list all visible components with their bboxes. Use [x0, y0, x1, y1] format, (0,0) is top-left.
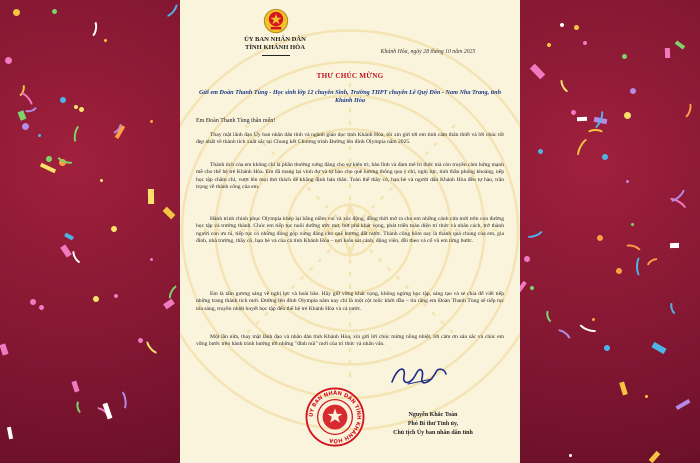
confetti-piece [30, 299, 37, 306]
confetti-piece [603, 344, 611, 352]
confetti-piece [114, 294, 119, 299]
confetti-piece [163, 299, 175, 310]
dateline: Khánh Hòa, ngày 28 tháng 10 năm 2025 [380, 49, 476, 55]
confetti-piece [149, 257, 153, 261]
confetti-piece [70, 245, 88, 266]
confetti-piece [529, 285, 535, 291]
confetti-piece [64, 233, 74, 241]
confetti-piece [624, 112, 631, 119]
authority-line-1: ỦY BAN NHÂN DÂN [244, 36, 306, 43]
handwritten-signature [388, 362, 450, 390]
confetti-piece [72, 123, 87, 146]
confetti-piece [552, 326, 574, 346]
confetti-piece [546, 42, 552, 48]
confetti-piece [644, 256, 663, 274]
confetti-piece [577, 117, 587, 122]
confetti-piece [676, 399, 691, 410]
letter-paper [180, 0, 520, 463]
confetti-piece [619, 382, 628, 396]
confetti-piece [78, 106, 85, 113]
confetti-piece [60, 244, 72, 257]
confetti-piece [523, 223, 546, 240]
svg-text:ỦY BAN NHÂN DÂN TỈNH KHÁNH HÒA: ỦY BAN NHÂN DÂN TỈNH KHÁNH HÒA [308, 390, 362, 444]
signer-role-2: Chủ tịch Ủy ban nhân dân tỉnh [393, 429, 473, 436]
confetti-piece [668, 298, 683, 317]
confetti-piece [601, 153, 609, 161]
confetti-piece [84, 18, 98, 39]
confetti-piece [545, 306, 560, 324]
confetti-piece [530, 64, 545, 80]
official-seal-stamp [304, 386, 366, 448]
confetti-piece [677, 99, 693, 120]
confetti-piece [625, 179, 629, 183]
signature-block [358, 411, 508, 437]
confetti-piece [59, 96, 67, 104]
confetti-piece [51, 8, 57, 14]
confetti-panel-right [520, 0, 700, 463]
confetti-piece [148, 189, 154, 204]
confetti-piece [163, 207, 176, 220]
confetti-piece [577, 316, 601, 334]
authority-line-2: TỈNH KHÁNH HÒA [244, 44, 306, 51]
confetti-piece [40, 163, 56, 173]
confetti-piece [0, 343, 9, 355]
confetti-piece [630, 222, 634, 226]
confetti-piece [38, 134, 42, 138]
confetti-piece [150, 120, 153, 123]
confetti-piece [143, 334, 164, 356]
confetti-piece [622, 54, 627, 59]
issuing-authority [220, 36, 330, 52]
paragraph-2: Thành tích của em không chỉ là phần thưởng xứng đáng cho sự kiên trì, bản lĩnh và đam mê tri thức mà còn truyền cảm hứng mạnh mẽ cho thế hệ trẻ Khánh Hòa. Em đã mang lại vinh dự và tự hào cho quê hương thông qua ý chí, nghị lực, tinh thần phóng khoáng, nếp học tập chăm chỉ, vượt lên mọi thử thách để khẳng định bản thân. Toàn thể thầy cô, bạn bè và người dân Khánh Hòa đều tự hào, trân trọng về thành công của em. [196, 162, 505, 190]
confetti-piece [537, 148, 544, 155]
confetti-piece [92, 295, 100, 303]
confetti-piece [675, 40, 685, 49]
confetti-piece [596, 234, 604, 242]
confetti-piece [615, 267, 623, 275]
paragraph-5: Một lần nữa, thay mặt lãnh đạo và nhân dân tỉnh Khánh Hòa, xin gửi lời chúc mừng nồng nhiệt, lời cảm ơn sâu sắc và chúc em vững bước trên hành trình hướng tới những "đỉnh núi" mới của tri thức và nhân văn. [196, 334, 504, 348]
confetti-piece [103, 38, 107, 42]
confetti-piece [665, 48, 670, 58]
confetti-piece [5, 57, 13, 65]
letter-title: THƯ CHÚC MỪNG [316, 72, 384, 80]
national-emblem-icon [263, 8, 289, 34]
confetti-piece [644, 394, 648, 398]
confetti-piece [71, 380, 79, 392]
confetti-piece [99, 178, 103, 182]
confetti-piece [7, 427, 13, 440]
confetti-piece [110, 225, 118, 233]
confetti-piece [520, 281, 527, 292]
recipient-line: Gửi em Đoàn Thanh Tùng - Học sinh lớp 12 chuyên Sinh, Trường THPT chuyên Lê Quý Đôn - Nam Nha Trang, tỉnh Khánh Hòa [198, 89, 502, 104]
confetti-piece [574, 136, 595, 161]
confetti-piece [636, 255, 647, 278]
paragraph-1: Thay mặt lãnh đạo Ủy ban nhân dân tỉnh và ngành giáo dục tỉnh Khánh Hòa, tôi xin gửi tới em tình cảm thân thiết và lời chúc tốt đẹp nhất về thành tích xuất sắc tại Chung kết Chương trình Đường lên đỉnh Olympia năm 2025. [196, 132, 504, 146]
confetti-piece [75, 398, 89, 416]
confetti-panel-left [0, 0, 180, 463]
confetti-piece [651, 342, 666, 354]
greeting: Em Đoàn Thanh Tùng thân mến! [196, 118, 276, 124]
confetti-piece [559, 22, 565, 28]
confetti-piece [571, 110, 577, 116]
confetti-piece [558, 74, 576, 95]
confetti-piece [649, 451, 661, 463]
confetti-piece [670, 243, 679, 248]
confetti-piece [574, 25, 579, 30]
authority-underline [262, 55, 290, 56]
confetti-piece [138, 338, 144, 344]
paragraph-3: Hành trình chinh phục Olympia khép lại bằng niềm vui và xúc động, đồng thời mở ra cho em những cánh cửa mới trên con đường học tập và trưởng thành. Chúc em tiếp tục nuôi dưỡng ước mơ, bứt phá khát vọng, phát triển toàn diện trí thức và nhân cách, trở thành người con ưu tú, tiếp tục có những đóng góp xứng đáng cho quê hương đất nước. Thành công hôm nay là thành quả chung của em, gia đình, nhà trường, thầy cô, bạn bè và của cả tỉnh Khánh Hòa – nơi luôn sát cánh, động viên, đồi theo và cổ vũ em từng bước. [196, 216, 504, 244]
confetti-piece [114, 389, 128, 412]
paragraph-4: Em là tấm gương sáng về nghị lực và hoài bão. Hãy giữ vững khát vọng, không ngừng học tập, sáng tạo và sẻ chia để viết tiếp những trang thành tích mới. Đường lên đỉnh Olympia năm nay chỉ là một cột mốc khởi đầu – tin rằng em Đoàn Thanh Tùng sẽ tiếp tục tỏa sáng, truyền nhiệt huyết học tập đến thế hệ trẻ Khánh Hòa và cả nước. [196, 291, 504, 312]
confetti-piece [629, 87, 636, 94]
confetti-piece [569, 454, 572, 457]
confetti-piece [159, 0, 180, 20]
confetti-piece [12, 8, 20, 16]
confetti-piece [46, 156, 53, 163]
signer-name: Nguyễn Khắc Toàn [408, 412, 458, 418]
confetti-piece [38, 304, 45, 311]
confetti-piece [523, 255, 530, 262]
confetti-piece [583, 41, 587, 45]
confetti-piece [22, 123, 30, 131]
signer-role-1: Phó Bí thư Tỉnh ủy, [407, 420, 459, 427]
